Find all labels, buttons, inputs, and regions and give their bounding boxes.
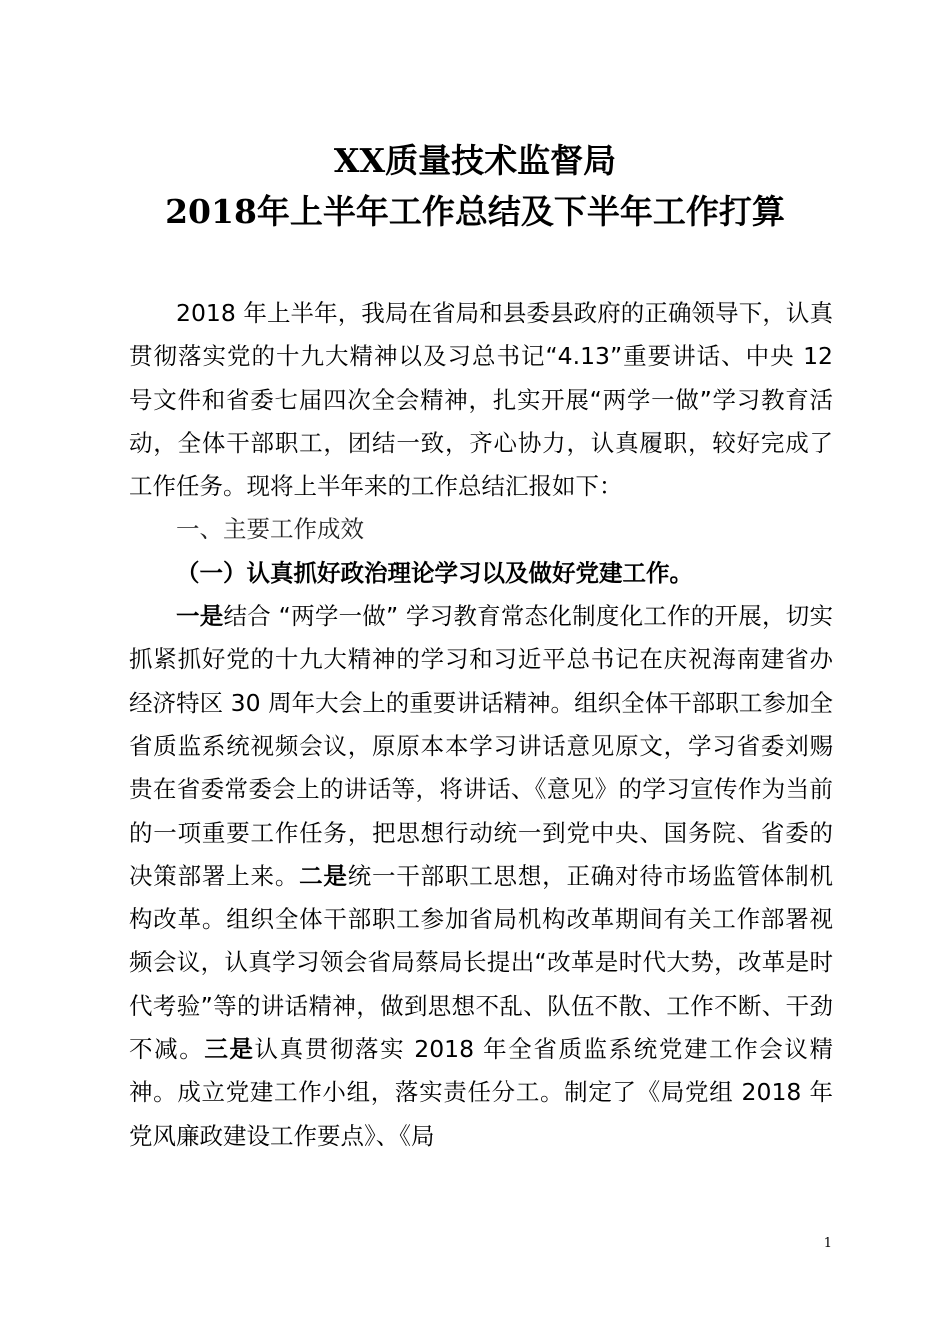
- item-2-label: 二是: [299, 861, 348, 890]
- item-2-text: 统一干部职工思想，正确对待市场监管体制机构改革。组织全体干部职工参加省局机构改革期间有关工作部署视频会议，认真学习领会省局蔡局长提出“改革是时代大势，改革是时代考验”等的讲话精神，做到思想不乱、队伍不散、工作不断、干劲不减。: [129, 861, 834, 1064]
- subsection-heading: （一）认真抓好政治理论学习以及做好党建工作。: [176, 558, 693, 587]
- item-paragraph: [129, 595, 833, 1158]
- item-3-label: 三是: [204, 1035, 255, 1064]
- page-number: 1: [823, 1236, 832, 1251]
- item-1-text: 结合 “两学一做” 学习教育常态化制度化工作的开展，切实抓紧抓好党的十九大精神的学习和习近平总书记在庆祝海南建省办经济特区 30 周年大会上的重要讲话精神。组织全体干部职工参加全省质监系统视频会议，原原本本学习讲话意见原文，学习省委刘赐贵在省委常委会上的讲话等，将讲话、《意见》的学习宣传作为当前的一项重要工作任务，把思想行动统一到党中央、国务院、省委的决策部署上来。: [129, 602, 833, 890]
- document-body: [129, 292, 833, 1158]
- intro-paragraph: 2018 年上半年，我局在省局和县委县政府的正确领导下，认真贯彻落实党的十九大精神以及习总书记“4.13”重要讲话、中央 12 号文件和省委七届四次全会精神，扎实开展“两学一做”学习教育活动，全体干部职工，团结一致，齐心协力，认真履职，较好完成了工作任务。现将上半年来的工作总结汇报如下：: [129, 299, 833, 501]
- document-title-line2: 2018年上半年工作总结及下半年工作打算: [165, 192, 785, 231]
- section-heading: 一、主要工作成效: [176, 515, 364, 544]
- item-1-label: 一是: [176, 602, 224, 631]
- item-3-text: 认真贯彻落实 2018 年全省质监系统党建工作会议精神。成立党建工作小组，落实责任分工。制定了《局党组 2018 年党风廉政建设工作要点》、《局: [129, 1035, 834, 1150]
- document-title-line1: XX质量技术监督局: [333, 141, 617, 180]
